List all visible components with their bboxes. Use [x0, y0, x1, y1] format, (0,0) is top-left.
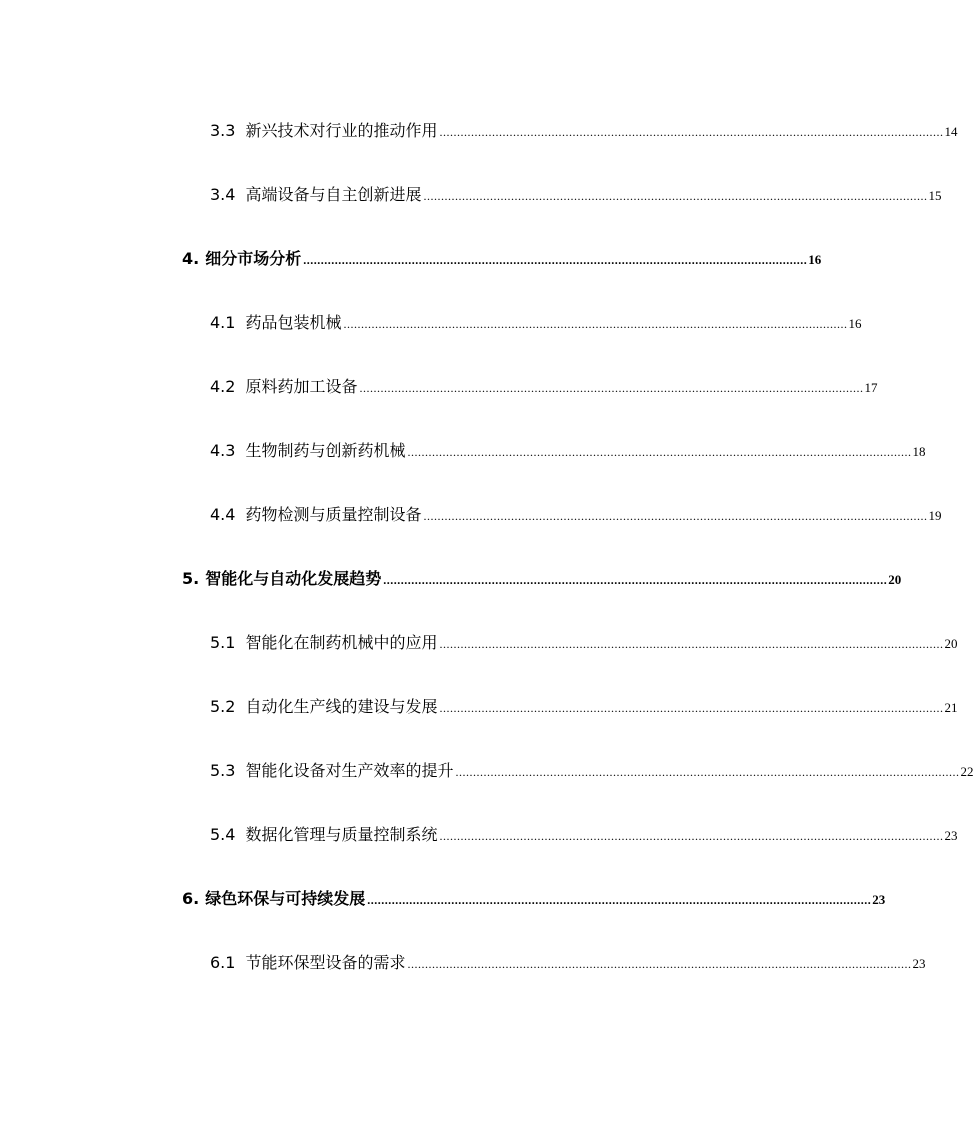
- toc-entry-title: 药品包装机械: [245, 313, 342, 332]
- toc-entry-page: 23: [912, 956, 926, 971]
- toc-entry-title: 自动化生产线的建设与发展: [245, 697, 438, 716]
- toc-entry-number: 6.1: [210, 953, 236, 972]
- toc-entry-page: 23: [944, 828, 958, 843]
- dot-leader: ................................................................................................................................................: [359, 381, 864, 395]
- dot-leader: ................................................................................................................................................: [455, 765, 960, 779]
- toc-entry-number: 4.4: [210, 505, 236, 524]
- toc-entry-4-1[interactable]: [210, 310, 862, 332]
- toc-entry-5-1[interactable]: [210, 630, 958, 652]
- toc-entry-title: 数据化管理与质量控制系统: [245, 825, 438, 844]
- toc-entry-5-4[interactable]: [210, 822, 958, 844]
- toc-entry-number: 3.3: [210, 121, 236, 140]
- toc-entry-title: 智能化与自动化发展趋势: [205, 569, 382, 588]
- toc-entry-page: 23: [872, 892, 886, 907]
- toc-entry-number: 4.2: [210, 377, 236, 396]
- toc-entry-page: 14: [944, 124, 958, 139]
- dot-leader: ................................................................................................................................................: [407, 957, 912, 971]
- toc-entry-number: 5.1: [210, 633, 236, 652]
- dot-leader: ................................................................................................................................................: [367, 893, 872, 907]
- toc-entry-6-1[interactable]: [210, 950, 926, 972]
- dot-leader: ................................................................................................................................................: [423, 189, 928, 203]
- dot-leader: ................................................................................................................................................: [303, 253, 808, 267]
- toc-entry-number: 4.3: [210, 441, 236, 460]
- toc-entry-page: 18: [912, 444, 926, 459]
- toc-entry-page: 20: [888, 572, 902, 587]
- toc-entry-number: 3.4: [210, 185, 236, 204]
- dot-leader: ................................................................................................................................................: [439, 829, 944, 843]
- toc-entry-title: 高端设备与自主创新进展: [245, 185, 422, 204]
- dot-leader: ................................................................................................................................................: [439, 637, 944, 651]
- toc-entry-3-3[interactable]: [210, 118, 958, 140]
- toc-entry-4-2[interactable]: [210, 374, 878, 396]
- toc-entry-6[interactable]: [182, 886, 886, 908]
- toc-entry-title: 绿色环保与可持续发展: [205, 889, 366, 908]
- toc-entry-5[interactable]: [182, 566, 902, 588]
- toc-entry-number: 6.: [182, 889, 200, 908]
- toc-entry-page: 15: [928, 188, 942, 203]
- toc-entry-5-2[interactable]: [210, 694, 958, 716]
- toc-entry-number: 4.: [182, 249, 200, 268]
- dot-leader: ................................................................................................................................................: [407, 445, 912, 459]
- toc-entry-number: 5.4: [210, 825, 236, 844]
- toc-entry-page: 22: [960, 764, 973, 779]
- toc-entry-page: 19: [928, 508, 942, 523]
- toc-entry-number: 5.: [182, 569, 200, 588]
- toc-entry-page: 16: [848, 316, 862, 331]
- toc-entry-4-4[interactable]: [210, 502, 942, 524]
- toc-entry-page: 16: [808, 252, 822, 267]
- dot-leader: ................................................................................................................................................: [439, 701, 944, 715]
- toc-entry-title: 生物制药与创新药机械: [245, 441, 406, 460]
- toc-entry-4-3[interactable]: [210, 438, 926, 460]
- toc-entry-page: 17: [864, 380, 878, 395]
- toc-entry-page: 20: [944, 636, 958, 651]
- toc-entry-3-4[interactable]: [210, 182, 942, 204]
- dot-leader: ................................................................................................................................................: [423, 509, 928, 523]
- toc-entry-4[interactable]: [182, 246, 822, 268]
- toc-entry-page: 21: [944, 700, 958, 715]
- dot-leader: ................................................................................................................................................: [439, 125, 944, 139]
- toc-entry-number: 4.1: [210, 313, 236, 332]
- dot-leader: ................................................................................................................................................: [343, 317, 848, 331]
- toc-entry-5-3[interactable]: [210, 758, 973, 780]
- toc-entry-title: 新兴技术对行业的推动作用: [245, 121, 438, 140]
- toc-entry-title: 细分市场分析: [205, 249, 302, 268]
- toc-entry-title: 智能化在制药机械中的应用: [245, 633, 438, 652]
- toc-entry-number: 5.2: [210, 697, 236, 716]
- toc-entry-title: 原料药加工设备: [245, 377, 358, 396]
- toc-entry-number: 5.3: [210, 761, 236, 780]
- dot-leader: ................................................................................................................................................: [383, 573, 888, 587]
- toc-entry-title: 智能化设备对生产效率的提升: [245, 761, 454, 780]
- toc-entry-title: 节能环保型设备的需求: [245, 953, 406, 972]
- toc-entry-title: 药物检测与质量控制设备: [245, 505, 422, 524]
